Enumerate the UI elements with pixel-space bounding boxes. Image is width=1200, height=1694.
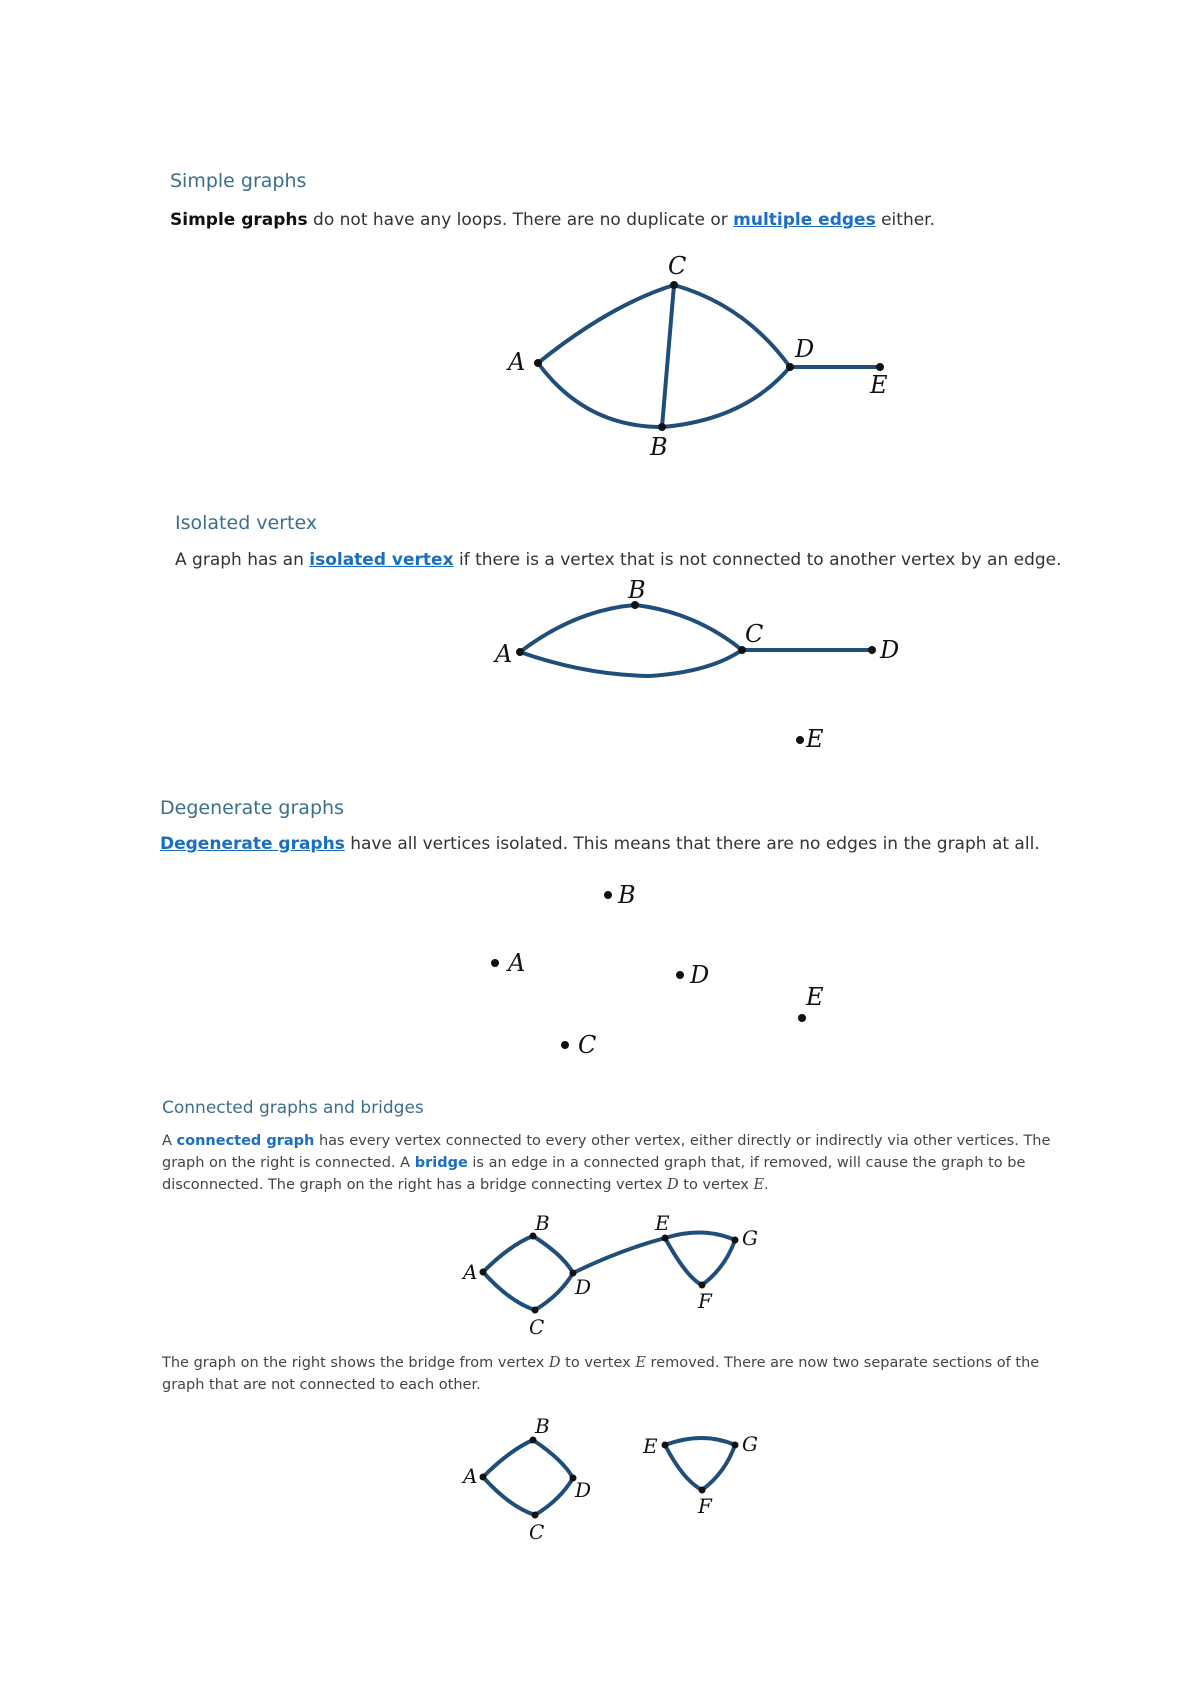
- degenerate-graphs-paragraph: [160, 832, 1040, 856]
- vertex-a: [534, 359, 542, 367]
- text: has every vertex connected to every other vertex, either directly or indirectly via other vertices. The: [314, 1133, 1051, 1149]
- label-d: D: [795, 335, 815, 363]
- vertex-c: [532, 1307, 539, 1314]
- edge-c-d: [535, 1478, 573, 1515]
- vertex-c: [561, 1041, 569, 1049]
- variable-d: D: [548, 1355, 561, 1371]
- vertex-a: [480, 1269, 487, 1276]
- isolated-vertex-link[interactable]: isolated vertex: [309, 550, 454, 570]
- removed-line-2: graph that are not connected to each other.: [162, 1377, 481, 1393]
- edge-c-d: [674, 285, 790, 367]
- label-a: A: [463, 1464, 478, 1488]
- label-f: F: [698, 1289, 712, 1313]
- label-d: D: [880, 636, 900, 664]
- label-d: D: [575, 1478, 592, 1502]
- label-g: G: [742, 1226, 758, 1250]
- degenerate-graphs-link[interactable]: Degenerate graphs: [160, 834, 345, 854]
- removed-line-1: [162, 1352, 1039, 1374]
- label-d: D: [690, 961, 710, 989]
- label-g: G: [742, 1432, 758, 1456]
- edge-e-g: [665, 1232, 735, 1240]
- label-a: A: [508, 348, 526, 376]
- label-a: A: [508, 949, 526, 977]
- vertex-a: [516, 648, 524, 656]
- edge-a-c: [483, 1272, 535, 1310]
- label-b: B: [628, 576, 646, 604]
- edge-a-c: [538, 285, 674, 363]
- edge-a-b: [538, 363, 662, 427]
- isolated-vertex-paragraph: [175, 548, 1062, 572]
- edge-b-d: [662, 367, 790, 427]
- vertex-b: [604, 891, 612, 899]
- simple-graph-diagram: [490, 252, 950, 485]
- isolated-vertex-diagram: [490, 576, 930, 770]
- label-c: C: [668, 252, 687, 280]
- vertex-a: [480, 1474, 487, 1481]
- section-heading-simple-graphs: Simple graphs: [170, 170, 307, 192]
- vertex-e: [662, 1442, 669, 1449]
- bridge-edge-d-e: [573, 1238, 665, 1273]
- text: removed. There are now two separate sections of the: [645, 1355, 1040, 1371]
- vertex-g: [732, 1237, 739, 1244]
- simple-graphs-text-2: either.: [875, 210, 936, 230]
- text: A: [162, 1133, 177, 1149]
- connected-graphs-paragraph: [162, 1130, 1050, 1196]
- bridge-term: bridge: [414, 1155, 468, 1171]
- connected-line-3: [162, 1174, 1050, 1196]
- degenerate-graph-diagram: [470, 875, 870, 1075]
- label-c: C: [745, 620, 764, 648]
- edge-a-b: [520, 605, 635, 652]
- vertex-a: [491, 959, 499, 967]
- disconnected-graph-diagram: [455, 1415, 775, 1545]
- edge-a-b: [483, 1440, 533, 1477]
- text: The graph on the right shows the bridge from vertex: [162, 1355, 549, 1371]
- label-b: B: [535, 1211, 550, 1235]
- vertex-d: [786, 363, 794, 371]
- connected-graph-diagram: [455, 1210, 775, 1340]
- vertex-f: [699, 1487, 706, 1494]
- vertex-d: [868, 646, 876, 654]
- bridge-removed-paragraph: [162, 1352, 1039, 1396]
- vertex-e: [662, 1235, 669, 1242]
- edge-a-c: [483, 1477, 535, 1515]
- label-d: D: [575, 1275, 592, 1299]
- vertex-d: [676, 971, 684, 979]
- vertex-g: [732, 1442, 739, 1449]
- edge-e-f: [665, 1445, 702, 1490]
- isolated-vertex-text-2: if there is a vertex that is not connected to another vertex by an edge.: [453, 550, 1062, 570]
- edge-b-d: [533, 1440, 573, 1478]
- label-b: B: [618, 881, 636, 909]
- vertex-c: [532, 1512, 539, 1519]
- edge-c-b: [662, 285, 674, 427]
- edge-c-d: [535, 1273, 573, 1310]
- text: .: [764, 1177, 769, 1193]
- simple-graphs-term: Simple graphs: [170, 210, 308, 230]
- label-e: E: [870, 371, 888, 399]
- text: graph on the right is connected. A: [162, 1155, 415, 1171]
- connected-line-2: [162, 1152, 1050, 1174]
- edge-f-g: [702, 1240, 735, 1285]
- vertex-e: [796, 736, 804, 744]
- edge-a-b: [483, 1236, 533, 1272]
- label-a: A: [495, 640, 513, 668]
- variable-d: D: [667, 1177, 679, 1193]
- label-e: E: [655, 1211, 670, 1235]
- text: to vertex: [560, 1355, 636, 1371]
- vertex-e: [798, 1014, 806, 1022]
- connected-graph-term: connected graph: [176, 1133, 315, 1149]
- text: is an edge in a connected graph that, if removed, will cause the graph to be: [467, 1155, 1026, 1171]
- text: disconnected. The graph on the right has a bridge connecting vertex: [162, 1177, 668, 1193]
- vertex-f: [699, 1282, 706, 1289]
- edge-e-g: [665, 1438, 735, 1445]
- vertex-c: [670, 281, 678, 289]
- section-heading-isolated-vertex: Isolated vertex: [175, 512, 318, 534]
- edge-b-c: [635, 605, 742, 650]
- section-heading-connected-graphs: Connected graphs and bridges: [162, 1098, 424, 1118]
- label-c: C: [578, 1031, 597, 1059]
- multiple-edges-link[interactable]: multiple edges: [733, 210, 876, 230]
- label-e: E: [643, 1434, 658, 1458]
- label-b: B: [650, 433, 668, 461]
- label-e: E: [806, 983, 824, 1011]
- label-c: C: [529, 1315, 545, 1339]
- label-f: F: [698, 1494, 712, 1518]
- simple-graphs-paragraph: [170, 208, 935, 232]
- label-c: C: [529, 1520, 545, 1544]
- edge-a-c: [520, 650, 742, 676]
- degenerate-graphs-text-1: have all vertices isolated. This means that there are no edges in the graph at all.: [344, 834, 1040, 854]
- variable-e: E: [635, 1355, 646, 1371]
- isolated-vertex-text-1: A graph has an: [175, 550, 310, 570]
- vertex-e: [876, 363, 884, 371]
- label-e: E: [806, 725, 824, 753]
- connected-line-1: [162, 1130, 1050, 1152]
- edge-b-d: [533, 1236, 573, 1273]
- label-a: A: [463, 1260, 478, 1284]
- section-heading-degenerate-graphs: Degenerate graphs: [160, 797, 344, 819]
- text: to vertex: [678, 1177, 754, 1193]
- edge-e-f: [665, 1238, 702, 1285]
- label-b: B: [535, 1414, 550, 1438]
- vertex-b: [658, 423, 666, 431]
- variable-e: E: [753, 1177, 765, 1193]
- simple-graphs-text-1: do not have any loops. There are no duplicate or: [307, 210, 734, 230]
- edge-f-g: [702, 1445, 735, 1490]
